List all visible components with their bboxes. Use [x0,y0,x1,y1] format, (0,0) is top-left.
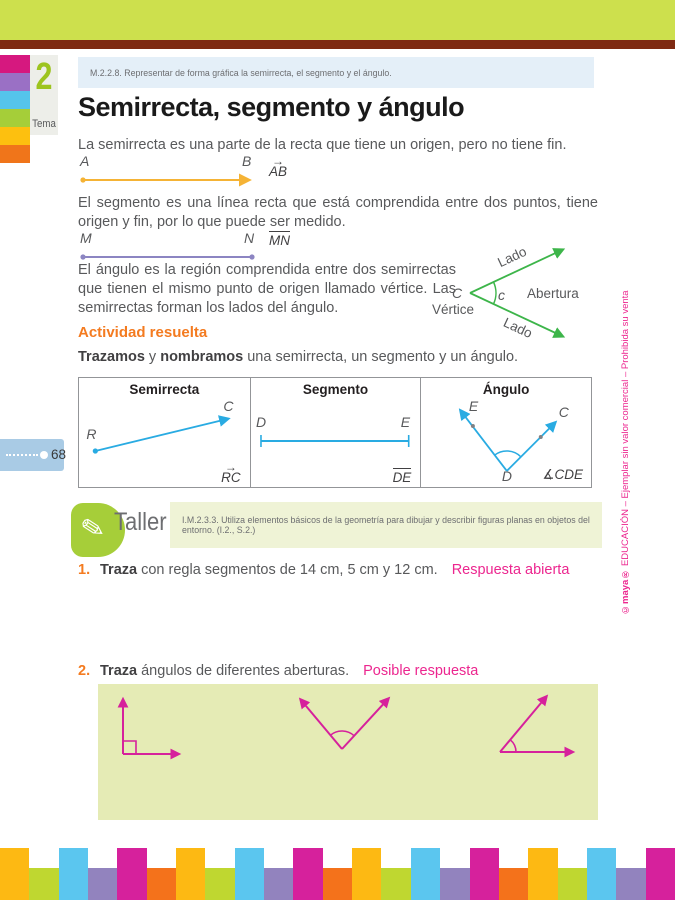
taller-label: Taller [114,508,167,536]
footer-block [0,848,29,900]
standard-box [78,57,594,88]
pencil-icon: ✎ [78,510,108,547]
maroon-divider-bar [0,40,675,49]
page-title: Semirrecta, segmento y ángulo [78,92,465,122]
angle-symbol: ∡ [542,467,555,482]
stripe [0,109,30,127]
ray-cell-start-label: R [86,426,97,442]
angle-cell-notation: ∡CDE [542,467,583,482]
ray-start-label: A [80,153,90,169]
angle-letter: c [498,287,505,303]
indicator-text: I.M.2.3.3. Utiliza elementos básicos de la geometría para dibujar y describir figuras planas en objetos del entorno. (I.2., S.2.) [182,515,590,535]
dot [40,451,48,459]
footer-block [264,868,293,900]
actividad-heading: Actividad resuelta [78,324,208,341]
stripe [0,55,30,73]
footer-block [147,868,176,900]
ray-notation: → AB [269,154,288,179]
ray-end-label: B [242,153,252,169]
tema-box [30,55,58,135]
table-header-segmento: Segmento [302,382,369,397]
abertura-label: Abertura [527,286,579,301]
item-number: 2. [78,663,91,679]
ray-arrow-icon: → [224,459,237,474]
overline [393,468,412,469]
footer-block [293,848,322,900]
segment-notation: MN [269,233,290,248]
page-number-tab [0,439,67,471]
lado-top-label: Lado [495,243,529,271]
point-on-left-ray [471,424,475,428]
stripe [0,145,30,163]
acute-angle-drawing [500,697,572,752]
segmento-definition: El segmento es una línea recta que está comprendida entre dos puntos, tiene origen y fin, por lo que puede ser medido. [78,195,598,230]
footer-block [352,848,381,900]
ray-cell-notation: → RC [221,459,241,485]
footer-block [558,868,587,900]
footer-block [59,848,88,900]
footer-block [29,868,58,900]
stripe [0,73,30,91]
segment-cell-notation: DE [392,469,412,485]
stripe [0,91,30,109]
footer-block [499,868,528,900]
point-on-right-ray [539,435,543,439]
footer-block [205,868,234,900]
footer-block [616,868,645,900]
example-table [78,377,592,488]
angle-cell-left-label: E [469,398,479,415]
table-header-semirrecta: Semirrecta [129,382,200,397]
indicator-box [170,502,602,548]
ray-arrow-icon: → [272,154,284,168]
top-color-band [0,0,675,40]
segment-end-label: N [244,230,255,246]
page-number: 68 [51,447,67,462]
overline [269,231,290,232]
footer-block [323,868,352,900]
footer-block [117,848,146,900]
right-angle-drawing [123,700,178,754]
footer-block [176,848,205,900]
actividad-lead: Trazamos y nombramos una semirrecta, un segmento y un ángulo. [78,349,519,365]
item-number: 1. [78,562,91,578]
angle-diagram [430,236,620,352]
footer-block [440,868,469,900]
answers-box [98,684,598,820]
footer-block [381,868,410,900]
angle-vertex-label: C [452,285,463,301]
segment-cell-end-label: E [400,414,410,431]
angle-drawings [98,684,598,820]
footer-block [88,868,117,900]
vertice-label: Vértice [432,302,475,317]
dotted-line [6,454,38,456]
possible-answer-label: Posible respuesta [363,663,479,679]
open-answer-label: Respuesta abierta [451,562,570,578]
exercise-item-2: 2. Traza ángulos de diferentes aberturas. Posible respuesta [78,663,479,679]
footer-block [587,848,616,900]
table-header-angulo: Ángulo [482,382,530,397]
tema-number: 2 [35,56,53,98]
exercise-item-1: 1. Traza con regla segmentos de 14 cm, 5 cm y 12 cm. Respuesta abierta [78,562,570,578]
footer-block [528,848,557,900]
semirrecta-definition: La semirrecta es una parte de la recta que tiene un origen, pero no tiene fin. [78,137,567,153]
table-cell-semirrecta [79,378,250,487]
copyright-sidebar: ©maya® EDUCACIÓN – Ejemplar sin valor comercial – Prohibida su venta [620,290,631,615]
ray-cell-line [95,419,227,451]
angle-cell-right-ray [507,423,555,471]
angle-arc [494,282,496,304]
stripe [0,127,30,145]
tema-label: Tema [32,118,56,130]
table-cell-angulo [420,378,591,487]
angulo-definition: El ángulo es la región comprendida entre dos semirrectas que tienen el mismo punto de origen llamado vértice. Las semirrectas forman los lados del ángulo. [78,262,456,316]
footer-blocks [0,848,675,900]
angle-cell-right-label: C [559,404,570,421]
table-cell-segmento [250,378,421,487]
footer-block [646,848,675,900]
segment-cell-start-label: D [255,414,266,431]
lado-bottom-label: Lado [501,314,535,342]
angle-cell-arc [495,451,521,457]
standard-text: M.2.2.8. Representar de forma gráfica la semirrecta, el segmento y el ángulo. [90,67,392,78]
footer-block [470,848,499,900]
tema-stripes [0,55,30,163]
ray-cell-end-label: C [223,398,234,414]
footer-block [235,848,264,900]
footer-block [411,848,440,900]
wide-angle-drawing [301,699,388,749]
angle-cell-vertex-label: D [502,467,513,484]
angle-cell-left-ray [461,411,507,471]
segment-start-label: M [80,230,92,246]
